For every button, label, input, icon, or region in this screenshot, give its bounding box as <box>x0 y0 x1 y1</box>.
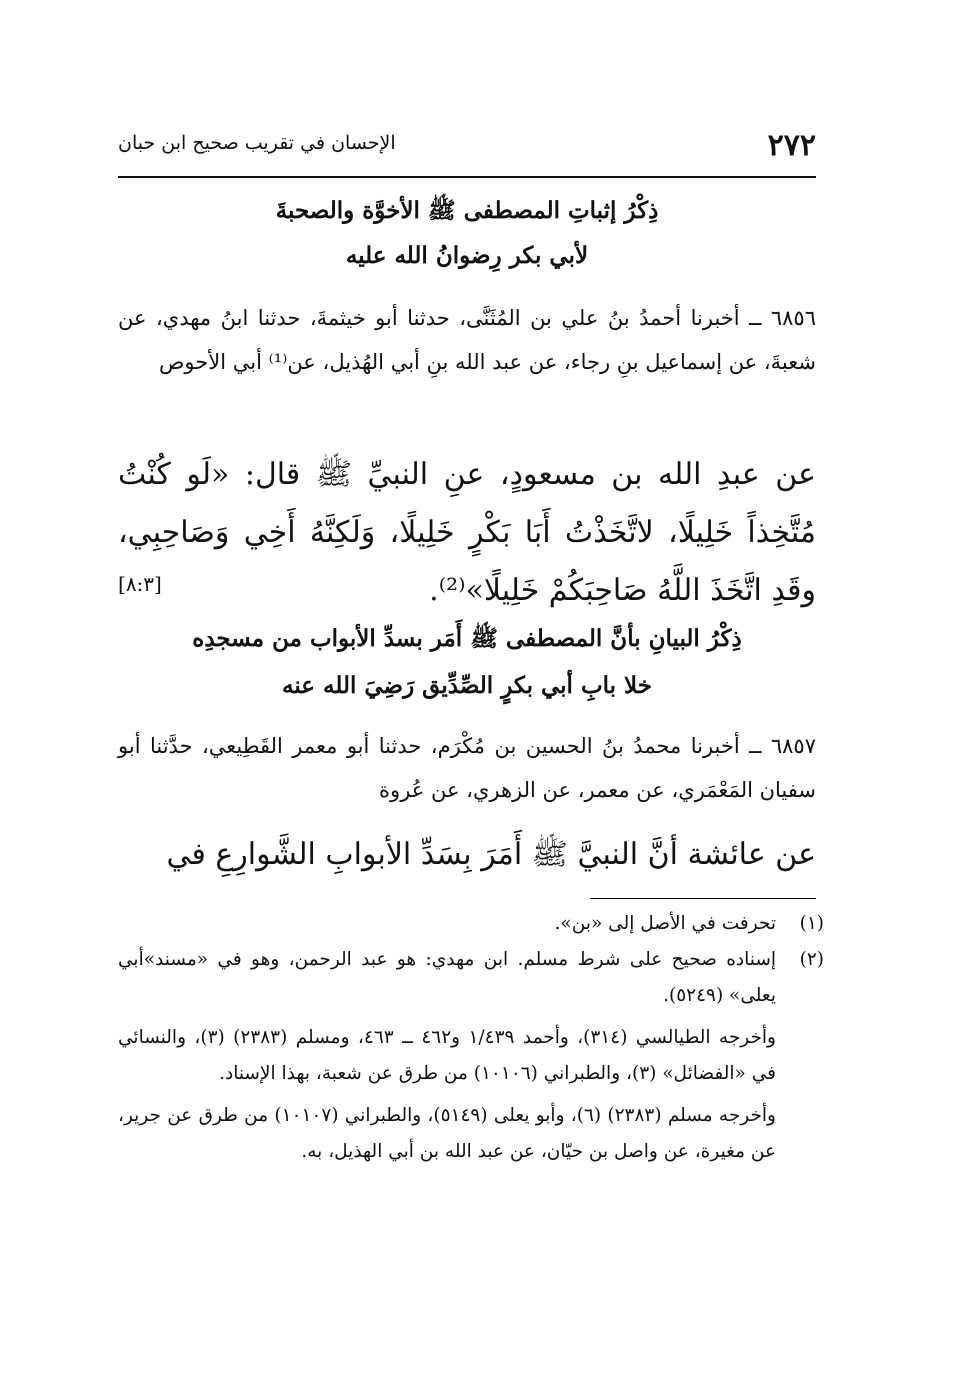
footnote-text: إسناده صحيح على شرط مسلم. ابن مهدي: هو عبد الرحمن، وهو في «مسند»أبي يعلى» (٥٢٤٩). <box>118 949 776 1006</box>
hadith-6857-matn: عن عائشة أنَّ النبيَّ ﷺ أَمَرَ بِسَدِّ الأبوابِ الشَّوارِعِ في <box>166 837 816 872</box>
footnote-number: (٢) <box>799 949 824 970</box>
footnote-1 <box>118 906 824 942</box>
hadith-6857-isnad: ٦٨٥٧ ــ أخبرنا محمدُ بنُ الحسين بن مُكْرَم، حدثنا أبو معمر القَطِيعي، حدَّثنا أبو سفيان المَعْمَري، عن معمر، عن الزهري، عن عُروة <box>118 734 816 802</box>
hadith-6856-matn: عن عبدِ الله بن مسعودٍ، عنِ النبيِّ ﷺ قال: «لَو كُنْتُ مُتَّخِذاً خَلِيلًا، لاتَّخَذْتُ أَبَا بَكْرٍ خَلِيلًا، وَلَكِنَّهُ أَخِي وَصَاحِبِي، وقَدِ اتَّخَذَ اللَّهُ صَاحِبَكُمْ خَلِيلًا»⁽²⁾. <box>118 457 816 608</box>
footnote-2 <box>118 942 824 1014</box>
footnote-text: تحرفت في الأصل إلى «بن». <box>554 913 776 934</box>
hadith-6856-reference: [٨:٣] <box>118 572 162 596</box>
page-number: ٢٧٢ <box>767 128 816 163</box>
section-heading-1-line-2: لأبي بكر رِضوانُ الله عليه <box>345 242 589 269</box>
section-heading-2-line-2: خلا بابِ أبي بكرٍ الصِّدِّيق رَضِيَ الله عنه <box>282 672 652 699</box>
hadith-6856-isnad: ٦٨٥٦ ــ أخبرنا أحمدُ بنُ علي بن المُثَنَّى، حدثنا أبو خيثمةَ، حدثنا ابنُ مهدي، عن شعبةَ، عن إسماعيل بنِ رجاء، عن عبد الله بنِ أبي الهُذيل، عن⁽¹⁾ أبي الأحوص <box>118 306 816 374</box>
footnote-rule <box>590 898 816 899</box>
footnote-2-continuation-1: وأخرجه الطيالسي (٣١٤)، وأحمد ١/٤٣٩ و٤٦٢ ــ ٤٦٣، ومسلم (٢٣٨٣) (٣)، والنسائي في «الفضائل» (٣)، والطبراني (١٠١٠٦) من طرق عن شعبة، بهذا الإسناد. <box>118 1027 776 1084</box>
footnote-number: (١) <box>799 913 824 934</box>
section-heading-2-line-1: ذِكْرُ البيانِ بأنَّ المصطفى ﷺ أَمَر بسدِّ الأبواب من مسجدِه <box>192 625 742 652</box>
section-heading-1-line-1: ذِكْرُ إثباتِ المصطفى ﷺ الأخوَّة والصحبةَ <box>275 197 659 224</box>
header-rule <box>118 176 816 178</box>
page-header <box>118 128 816 172</box>
footnote-2-continuation-2: وأخرجه مسلم (٢٣٨٣) (٦)، وأبو يعلى (٥١٤٩)، والطبراني (١٠١٠٧) من طرق عن جرير، عن مغيرة، عن واصل بن حيّان، عن عبد الله بن أبي الهذيل، به. <box>118 1105 776 1162</box>
running-title: الإحسان في تقريب صحيح ابن حبان <box>118 132 396 154</box>
footnotes <box>118 906 824 1170</box>
